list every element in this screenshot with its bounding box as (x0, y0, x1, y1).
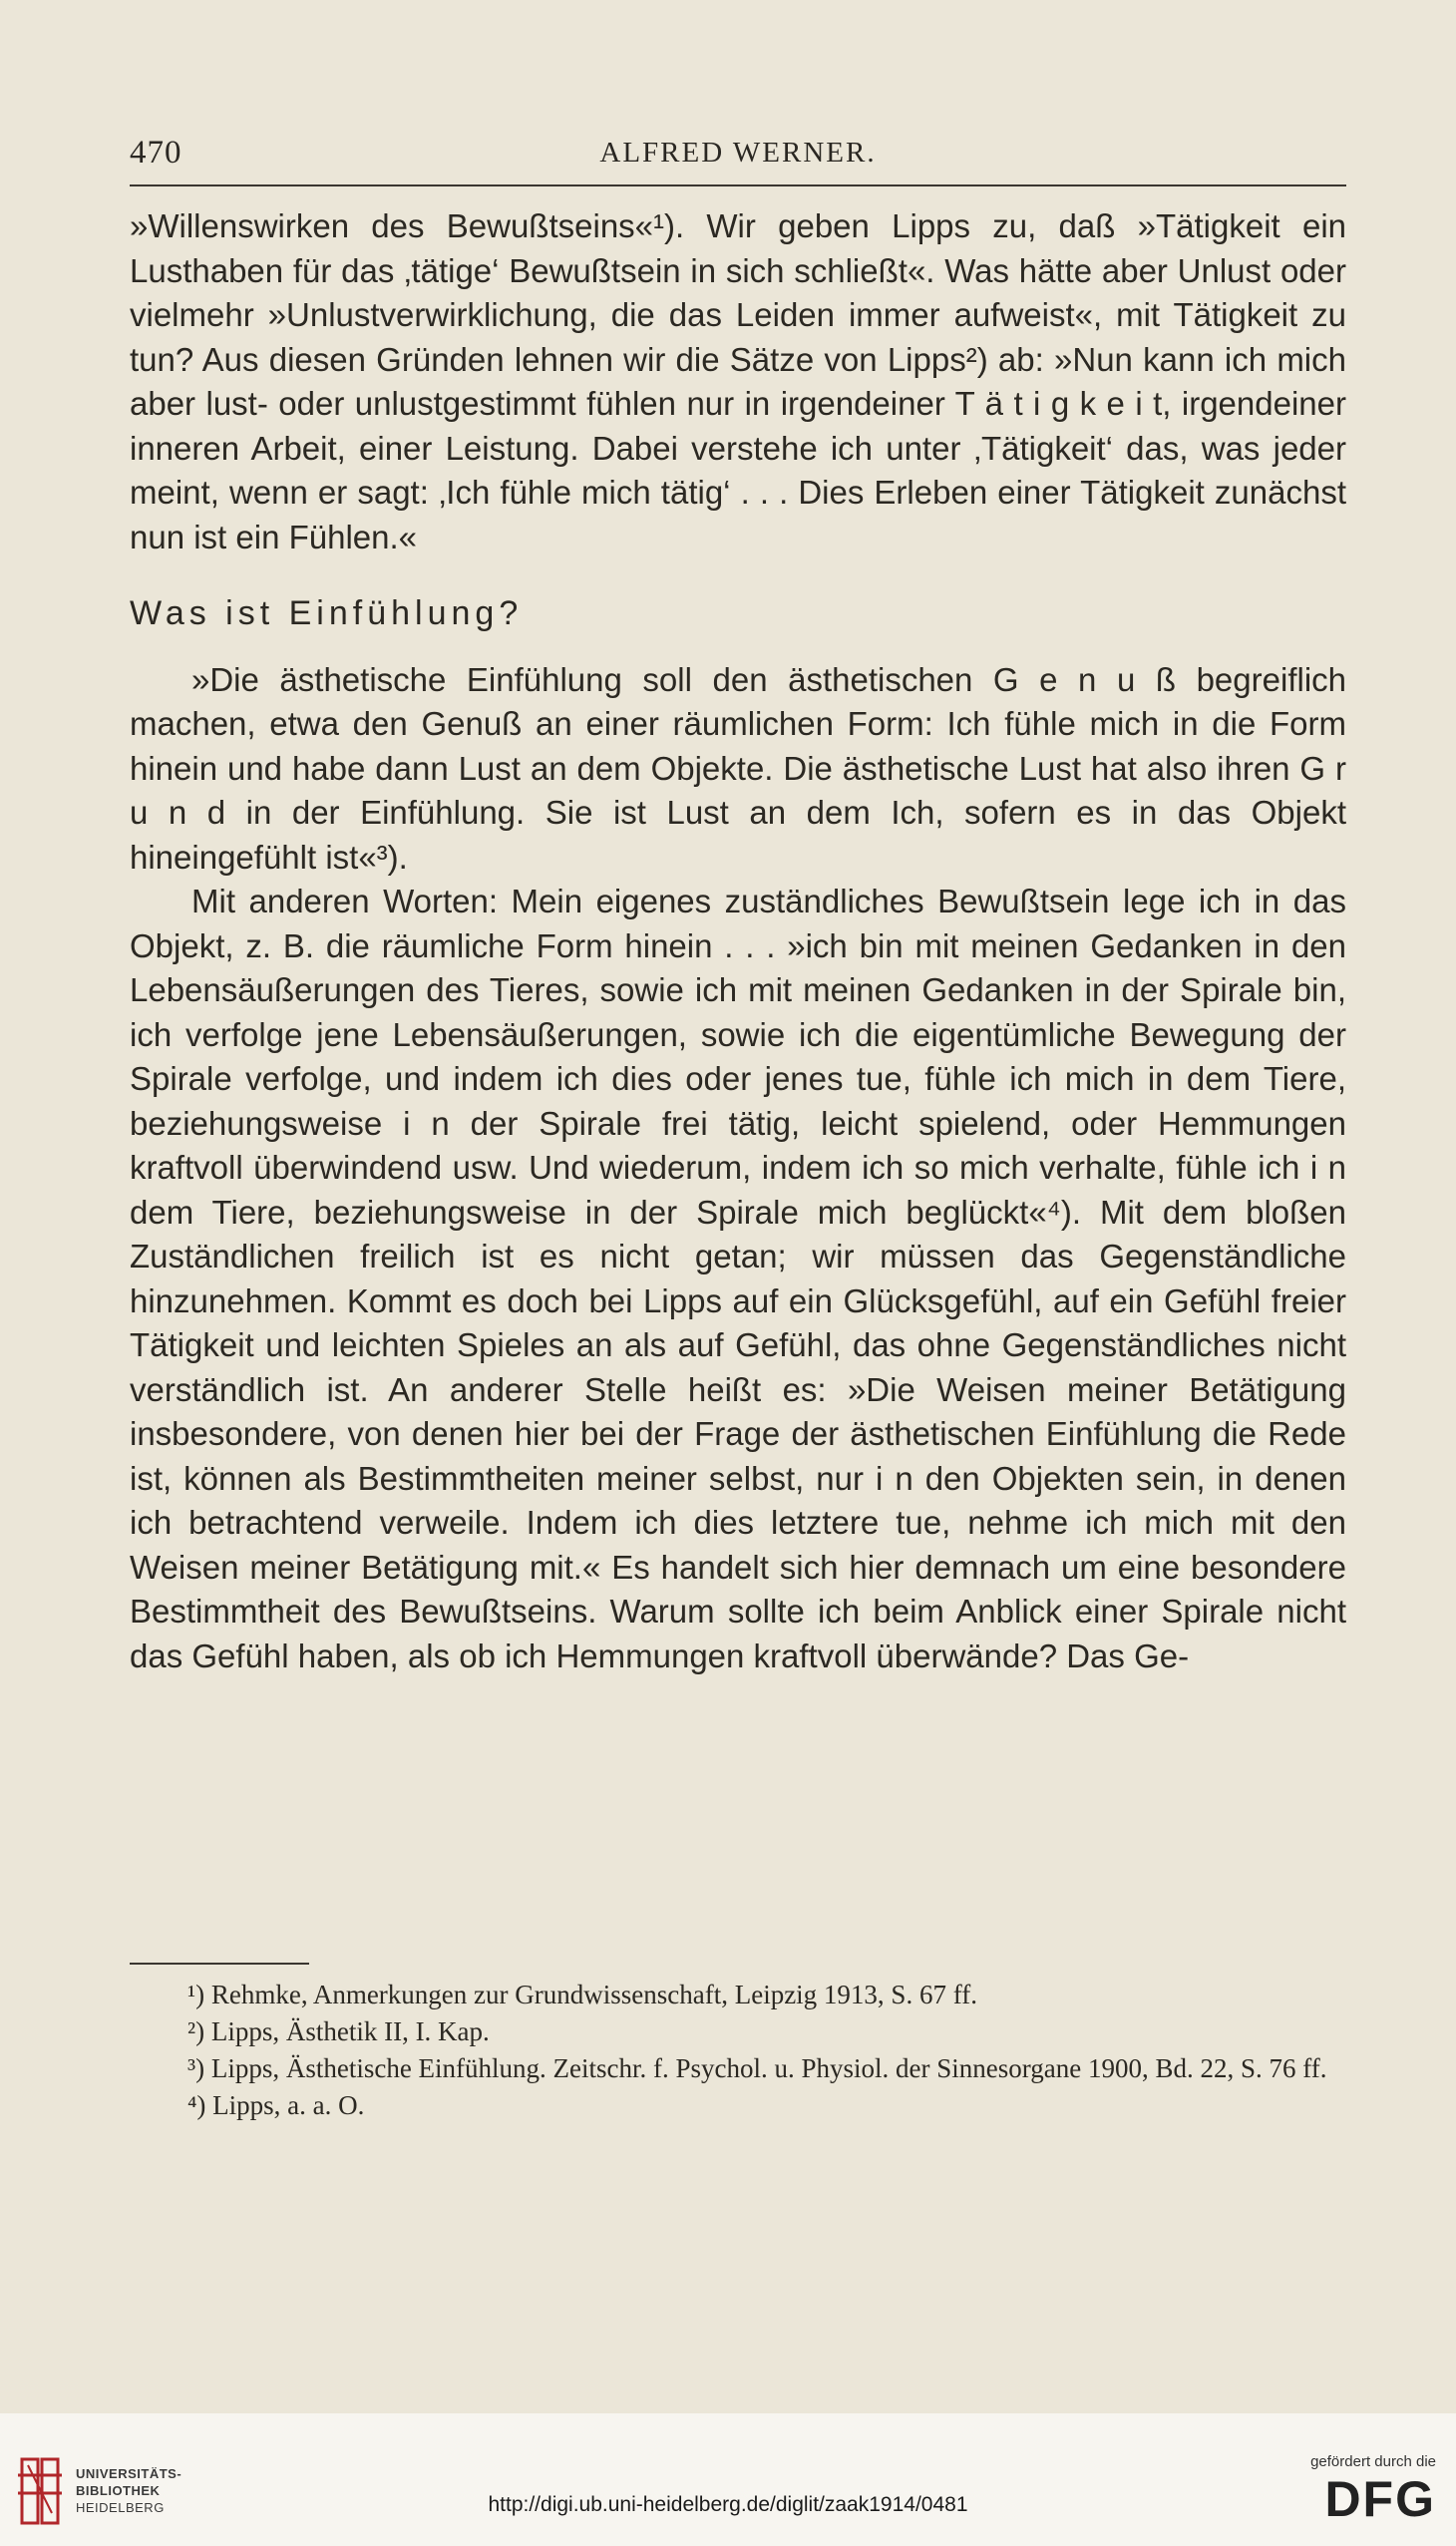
footnotes (130, 1977, 1346, 2124)
footnote-rule (130, 1963, 309, 1965)
library-line-3: HEIDELBERG (76, 2500, 165, 2515)
body-text (130, 204, 1346, 1678)
footnote-4: ⁴) Lipps, a. a. O. (187, 2090, 365, 2120)
section-title: Was ist Einfühlung? (130, 594, 524, 632)
page-header (130, 135, 1346, 186)
footnote-1: ¹) Rehmke, Anmerkungen zur Grundwissenschaft, Leipzig 1913, S. 67 ff. (187, 1980, 977, 2009)
page-number: 470 (130, 135, 182, 171)
source-url[interactable]: http://digi.ub.uni-heidelberg.de/diglit/zaak1914/0481 (488, 2493, 968, 2516)
library-line-2: BIBLIOTHEK (76, 2483, 161, 2498)
paragraph-3: Mit anderen Worten: Mein eigenes zuständliches Bewußtsein lege ich in das Objekt, z. B. die räumliche Form hinein . . . »ich bin mit meinen Gedanken in den Lebensäußerungen des Tieres, sowie ich mit meinen Gedanken in der Spirale bin, ich verfolge jene Lebensäußerungen, sowie ich die eigentümliche Bewegung der Spirale verfolge, und indem ich dies oder jenes tue, fühle ich mich in dem Tiere, beziehungsweise i n der Spirale frei tätig, leicht spielend, oder Hemmungen kraftvoll überwindend usw. Und wiederum, indem ich so mich verhalte, fühle ich i n dem Tiere, beziehungsweise in der Spirale mich beglückt«⁴). Mit dem bloßen Zuständlichen freilich ist es nicht getan; wir müssen das Gegenständliche hinzunehmen. Kommt es doch bei Lipps auf ein Glücksgefühl, auf ein Gefühl freier Tätigkeit und leichten Spieles an als auf Gefühl, das ohne Gegenständliches nicht verständlich ist. An anderer Stelle heißt es: »Die Weisen meiner Betätigung insbesondere, von denen hier bei der Frage der ästhetischen Einfühlung die Rede ist, können als Bestimmtheiten meiner selbst, nur i n den Objekten sein, in denen ich betrachtend verweile. Indem ich dies letztere tue, nehme ich mich mit den Weisen meiner Betätigung mit.« Es handelt sich hier demnach um eine besondere Bestimmtheit des Bewußtseins. Warum sollte ich beim Anblick einer Spirale nicht das Gefühl haben, als ob ich Hemmungen kraftvoll überwände? Das Ge- (130, 883, 1346, 1674)
paragraph-1: »Willenswirken des Bewußtseins«¹). Wir geben Lipps zu, daß »Tätigkeit ein Lusthaben für das ‚tätige‘ Bewußtsein in sich schließt«. Was hätte aber Unlust oder vielmehr »Unlustverwirklichung, die das Leiden immer aufweist«, mit Tätigkeit zu tun? Aus diesen Gründen lehnen wir die Sätze von Lipps²) ab: »Nun kann ich mich aber lust- oder unlustgestimmt fühlen nur in irgendeiner T ä t i g k e i t, irgendeiner inneren Arbeit, einer Leistung. Dabei verstehe ich unter ‚Tätigkeit‘ das, was jeder meint, wenn er sagt: ‚Ich fühle mich tätig‘ . . . Dies Erleben einer Tätigkeit zunächst nun ist ein Fühlen.« (130, 207, 1346, 555)
library-line-1: UNIVERSITÄTS- (76, 2466, 182, 2481)
footnote-2: ²) Lipps, Ästhetik II, I. Kap. (187, 2016, 490, 2046)
digitization-footer (0, 2413, 1456, 2546)
dfg-logo: DFG (1324, 2471, 1436, 2527)
paragraph-2: »Die ästhetische Einfühlung soll den ästhetischen G e n u ß begreiflich machen, etwa den Genuß an einer räumlichen Form: Ich fühle mich in die Form hinein und habe dann Lust an dem Objekte. Die ästhetische Lust hat also ihren G r u n d in der Einfühlung. Sie ist Lust an dem Ich, sofern es in das Objekt hineingefühlt ist«³). (130, 660, 1346, 876)
dfg-badge[interactable] (1286, 2453, 1436, 2543)
running-head: ALFRED WERNER. (599, 137, 877, 169)
funding-label: gefördert durch die (1310, 2453, 1436, 2470)
footnote-3: ³) Lipps, Ästhetische Einfühlung. Zeitschr. f. Psychol. u. Physiol. der Sinnesorgane 1900, Bd. 22, S. 76 ff. (187, 2053, 1327, 2083)
